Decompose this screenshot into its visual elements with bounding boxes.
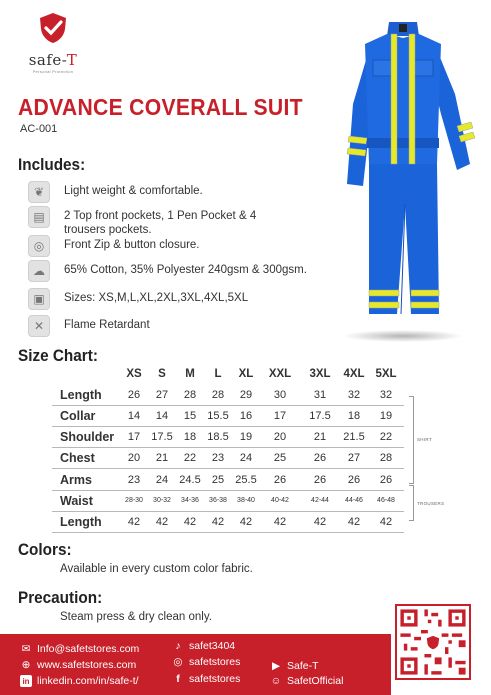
- trousers-bracket: [409, 485, 414, 521]
- instagram-icon: ◎: [173, 656, 183, 668]
- brand-logo: [18, 12, 88, 74]
- qr-code[interactable]: [395, 604, 471, 680]
- feature-text: 65% Cotton, 35% Polyester 240gsm & 300gsm.: [64, 264, 307, 276]
- table-cell: 30: [260, 384, 300, 405]
- table-cell: 23: [204, 448, 232, 469]
- footer-snapchat[interactable]: ☺ SafetOfficial: [270, 675, 344, 687]
- table-cell: 36-38: [204, 490, 232, 511]
- size-header: 5XL: [375, 367, 397, 380]
- product-code: AC-001: [20, 123, 58, 135]
- footer-instagram[interactable]: ◎ safetstores: [173, 656, 241, 668]
- shield-check-icon: [38, 12, 68, 44]
- table-cell: 23: [120, 469, 148, 490]
- table-cell: 20: [120, 448, 148, 469]
- footer-youtube[interactable]: ▶ Safe-T: [271, 660, 319, 672]
- table-cell: 26: [300, 448, 340, 469]
- row-label: Chest: [52, 448, 120, 469]
- table-cell: 24: [232, 448, 260, 469]
- table-cell: 19: [368, 405, 404, 426]
- table-cell: 26: [300, 469, 340, 490]
- colors-heading: Colors:: [18, 540, 72, 559]
- zipper-icon: ◎: [28, 235, 50, 257]
- table-cell: 15.5: [204, 405, 232, 426]
- feature-item: [28, 288, 248, 310]
- size-header-row: [52, 363, 404, 384]
- snapchat-icon: ☺: [270, 675, 282, 687]
- table-cell: 44-46: [340, 490, 368, 511]
- size-chart-table: [52, 363, 404, 533]
- pocket-icon: ▤: [28, 206, 50, 228]
- size-header: L: [214, 367, 222, 380]
- table-cell: 38-40: [232, 490, 260, 511]
- table-cell: 25.5: [232, 469, 260, 490]
- table-cell: 22: [176, 448, 204, 469]
- shirt-group-label: SHIRT: [417, 437, 432, 442]
- table-cell: 28: [176, 384, 204, 405]
- table-row: [52, 469, 404, 490]
- size-header: S: [158, 367, 166, 380]
- table-cell: 17.5: [300, 405, 340, 426]
- feature-text: Sizes: XS,M,L,XL,2XL,3XL,4XL,5XL: [64, 292, 249, 304]
- table-cell: 21.5: [340, 427, 368, 448]
- table-cell: 42: [176, 511, 204, 532]
- table-cell: 20: [260, 427, 300, 448]
- table-cell: 31: [300, 384, 340, 405]
- table-cell: 17: [120, 427, 148, 448]
- table-cell: 27: [148, 384, 176, 405]
- table-cell: 42: [204, 511, 232, 532]
- shirt-bracket: [409, 396, 414, 484]
- table-cell: 28: [204, 384, 232, 405]
- row-label: Shoulder: [52, 427, 120, 448]
- table-cell: 42: [340, 511, 368, 532]
- table-cell: 42-44: [300, 490, 340, 511]
- globe-icon: ⊕: [21, 659, 31, 671]
- table-cell: 42: [300, 511, 340, 532]
- table-cell: 42: [148, 511, 176, 532]
- table-cell: 42: [120, 511, 148, 532]
- table-cell: 34-36: [176, 490, 204, 511]
- table-cell: 30-32: [148, 490, 176, 511]
- size-header: 4XL: [343, 367, 365, 380]
- table-row: [52, 384, 404, 405]
- flame-icon: ✕: [28, 315, 50, 337]
- table-cell: 29: [232, 384, 260, 405]
- row-label: Waist: [52, 490, 120, 511]
- feature-text: Flame Retardant: [64, 319, 150, 331]
- table-cell: 14: [120, 405, 148, 426]
- size-header: M: [185, 367, 195, 380]
- colors-text: Available in every custom color fabric.: [60, 563, 253, 575]
- fabric-icon: ☁: [28, 260, 50, 282]
- feature-text: Light weight & comfortable.: [64, 185, 203, 197]
- table-cell: 28: [368, 448, 404, 469]
- table-cell: 16: [232, 405, 260, 426]
- footer-email[interactable]: ✉ Info@safetstores.com: [21, 643, 140, 655]
- linkedin-icon: in: [20, 675, 32, 687]
- table-cell: 17: [260, 405, 300, 426]
- table-cell: 26: [340, 469, 368, 490]
- table-cell: 32: [340, 384, 368, 405]
- row-label: Length: [52, 511, 120, 532]
- facebook-icon: f: [176, 673, 180, 685]
- table-cell: 40-42: [260, 490, 300, 511]
- size-chart-heading: Size Chart:: [18, 346, 98, 365]
- row-label: Length: [52, 384, 120, 405]
- feature-item: [28, 181, 203, 203]
- table-cell: 42: [368, 511, 404, 532]
- table-cell: 25: [260, 448, 300, 469]
- email-icon: ✉: [21, 643, 31, 655]
- table-cell: 24.5: [176, 469, 204, 490]
- footer-website[interactable]: ⊕ www.safetstores.com: [21, 659, 137, 671]
- size-header: XL: [238, 367, 254, 380]
- feather-icon: ❦: [28, 181, 50, 203]
- footer: [0, 634, 391, 695]
- feature-item: [28, 260, 307, 282]
- table-cell: 42: [260, 511, 300, 532]
- brand-name: safe-T: [28, 51, 78, 69]
- table-cell: 26: [368, 469, 404, 490]
- table-cell: 42: [232, 511, 260, 532]
- table-row: [52, 490, 404, 511]
- table-row: [52, 405, 404, 426]
- table-cell: 15: [176, 405, 204, 426]
- row-label: Collar: [52, 405, 120, 426]
- table-cell: 18: [176, 427, 204, 448]
- precaution-text: Steam press & dry clean only.: [60, 611, 212, 623]
- trousers-group-label: TROUSERS: [417, 501, 445, 506]
- table-cell: 18: [340, 405, 368, 426]
- youtube-icon: ▶: [271, 660, 281, 672]
- table-cell: 25: [204, 469, 232, 490]
- feature-text: Front Zip & button closure.: [64, 239, 200, 251]
- table-cell: 26: [120, 384, 148, 405]
- footer-tiktok[interactable]: ♪ safet3404: [172, 640, 235, 652]
- table-row: [52, 511, 404, 532]
- table-cell: 19: [232, 427, 260, 448]
- table-cell: 21: [300, 427, 340, 448]
- feature-item: [28, 206, 264, 237]
- table-row: [52, 427, 404, 448]
- product-title: ADVANCE COVERALL SUIT: [18, 94, 303, 120]
- table-cell: 17.5: [148, 427, 176, 448]
- feature-item: [28, 235, 200, 257]
- table-cell: 14: [148, 405, 176, 426]
- size-header: XXL: [268, 367, 292, 380]
- table-cell: 22: [368, 427, 404, 448]
- feature-item: [28, 315, 150, 337]
- table-cell: 28-30: [120, 490, 148, 511]
- precaution-heading: Precaution:: [18, 588, 103, 607]
- brand-tagline: Personal Protection: [32, 69, 74, 74]
- size-header: XS: [126, 367, 142, 380]
- table-cell: 26: [260, 469, 300, 490]
- row-label: Arms: [52, 469, 120, 490]
- includes-heading: Includes:: [18, 155, 86, 174]
- table-cell: 21: [148, 448, 176, 469]
- feature-text: 2 Top front pockets, 1 Pen Pocket & 4 trousers pockets.: [64, 210, 257, 236]
- coverall-suit-image: [345, 14, 475, 344]
- table-cell: 18.5: [204, 427, 232, 448]
- footer-linkedin[interactable]: in linkedin.com/in/safe-t/: [20, 675, 139, 687]
- table-cell: 46-48: [368, 490, 404, 511]
- table-row: [52, 448, 404, 469]
- table-cell: 24: [148, 469, 176, 490]
- size-tag-icon: ▣: [28, 288, 50, 310]
- footer-facebook[interactable]: f safetstores: [172, 673, 240, 685]
- size-header: 3XL: [309, 367, 331, 380]
- tiktok-icon: ♪: [175, 640, 181, 652]
- table-cell: 32: [368, 384, 404, 405]
- table-cell: 27: [340, 448, 368, 469]
